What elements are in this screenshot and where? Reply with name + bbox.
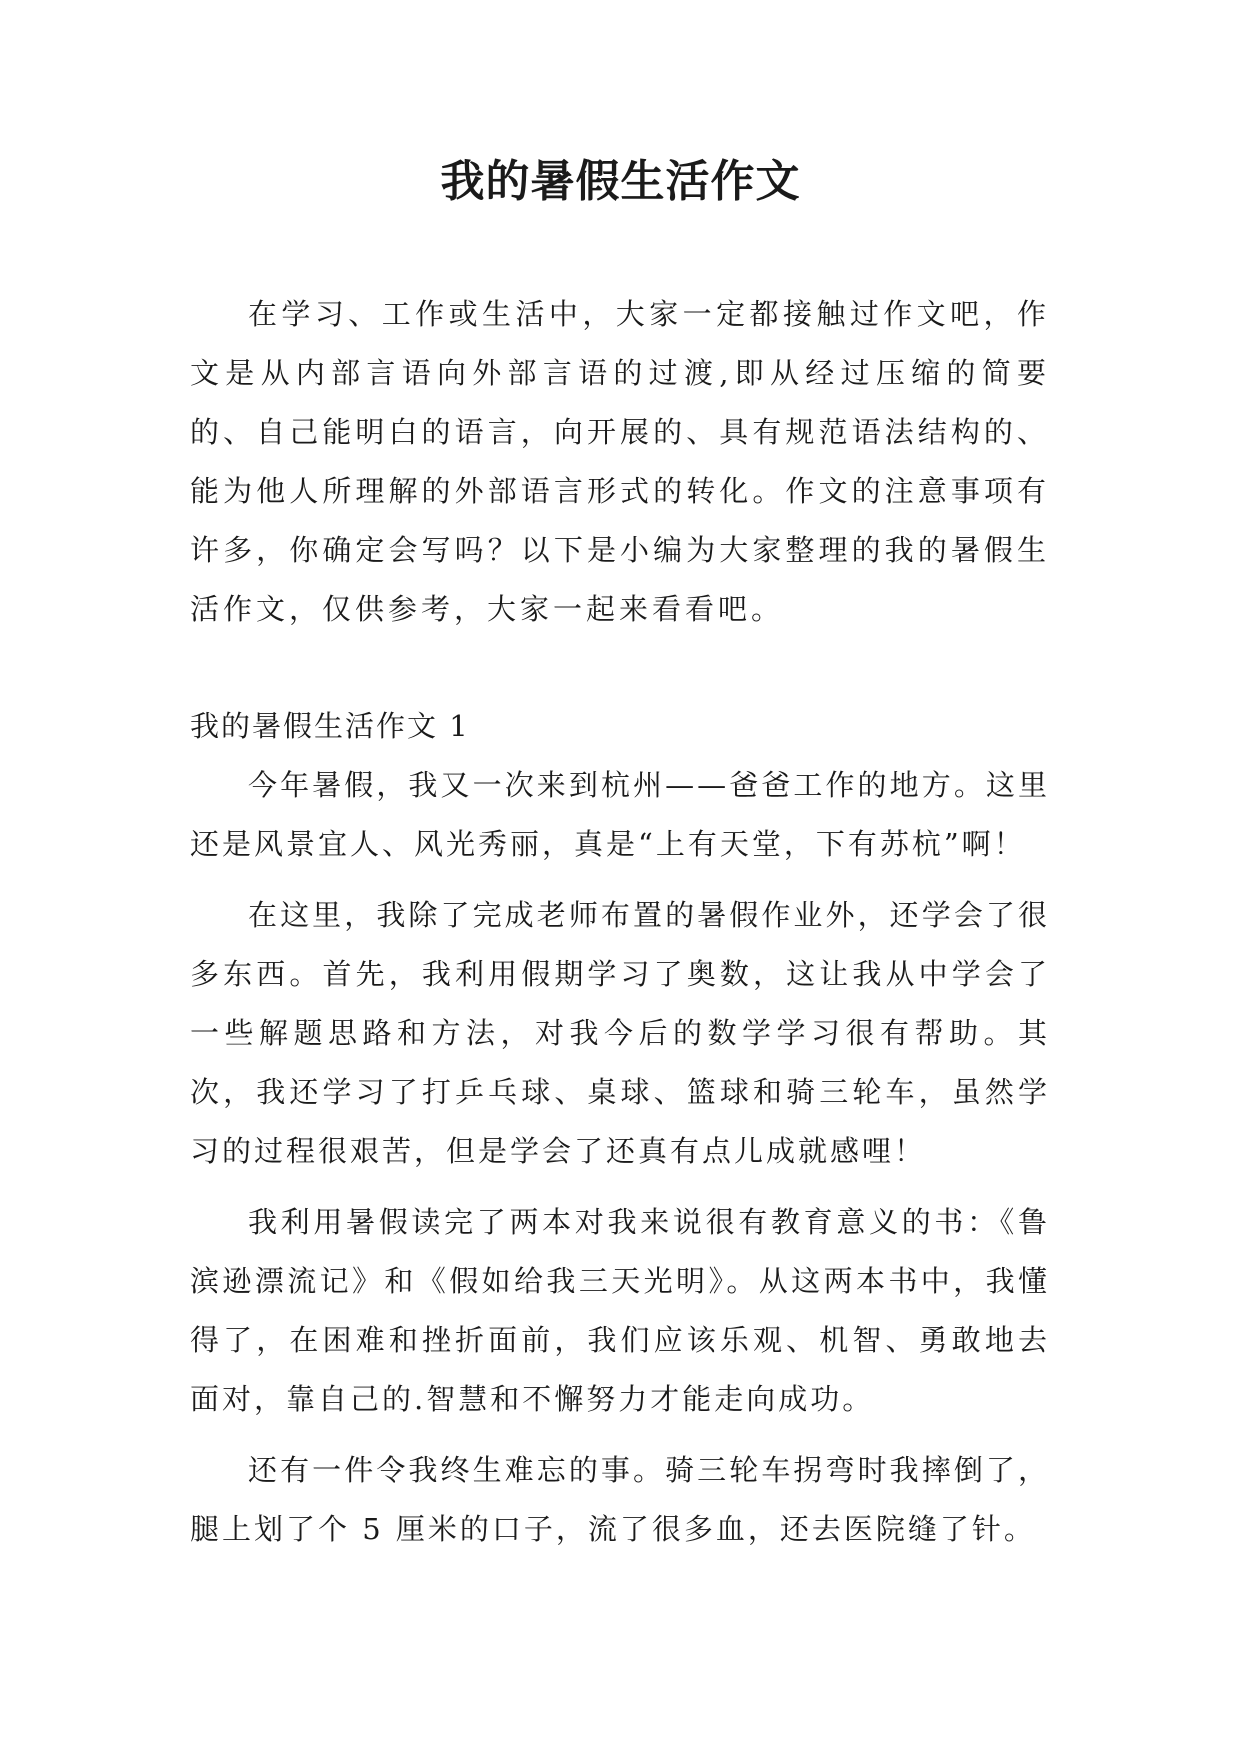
- body-paragraph-2: 在这里，我除了完成老师布置的暑假作业外，还学会了很多东西。首先，我利用假期学习了奥数，这让我从中学会了一些解题思路和方法，对我今后的数学学习很有帮助。其次，我还学习了打乒乓球、桌球、篮球和骑三轮车，虽然学习的过程很艰苦，但是学会了还真有点儿成就感哩！: [190, 898, 1050, 1168]
- body-paragraph-1: 今年暑假，我又一次来到杭州——爸爸工作的地方。这里还是风景宜人、风光秀丽，真是“上有天堂，下有苏杭”啊！: [190, 768, 1050, 861]
- document-title: 我的暑假生活作文: [440, 156, 801, 207]
- document-body: [190, 285, 1050, 1559]
- body-paragraph-3: 我利用暑假读完了两本对我来说很有教育意义的书：《鲁滨逊漂流记》和《假如给我三天光明》。从这两本书中，我懂得了，在困难和挫折面前，我们应该乐观、机智、勇敢地去面对，靠自己的.智慧和不懈努力才能走向成功。: [190, 1205, 1050, 1416]
- section-heading: 我的暑假生活作文 1: [190, 709, 470, 743]
- intro-paragraph: 在学习、工作或生活中，大家一定都接触过作文吧，作文是从内部言语向外部言语的过渡,即从经过压缩的简要的、自己能明白的语言，向开展的、具有规范语法结构的、能为他人所理解的外部语言形式的转化。作文的注意事项有许多，你确定会写吗？以下是小编为大家整理的我的暑假生活作文，仅供参考，大家一起来看看吧。: [190, 297, 1050, 626]
- body-paragraph-4: 还有一件令我终生难忘的事。骑三轮车拐弯时我摔倒了，腿上划了个 5 厘米的口子，流了很多血，还去医院缝了针。: [190, 1453, 1050, 1546]
